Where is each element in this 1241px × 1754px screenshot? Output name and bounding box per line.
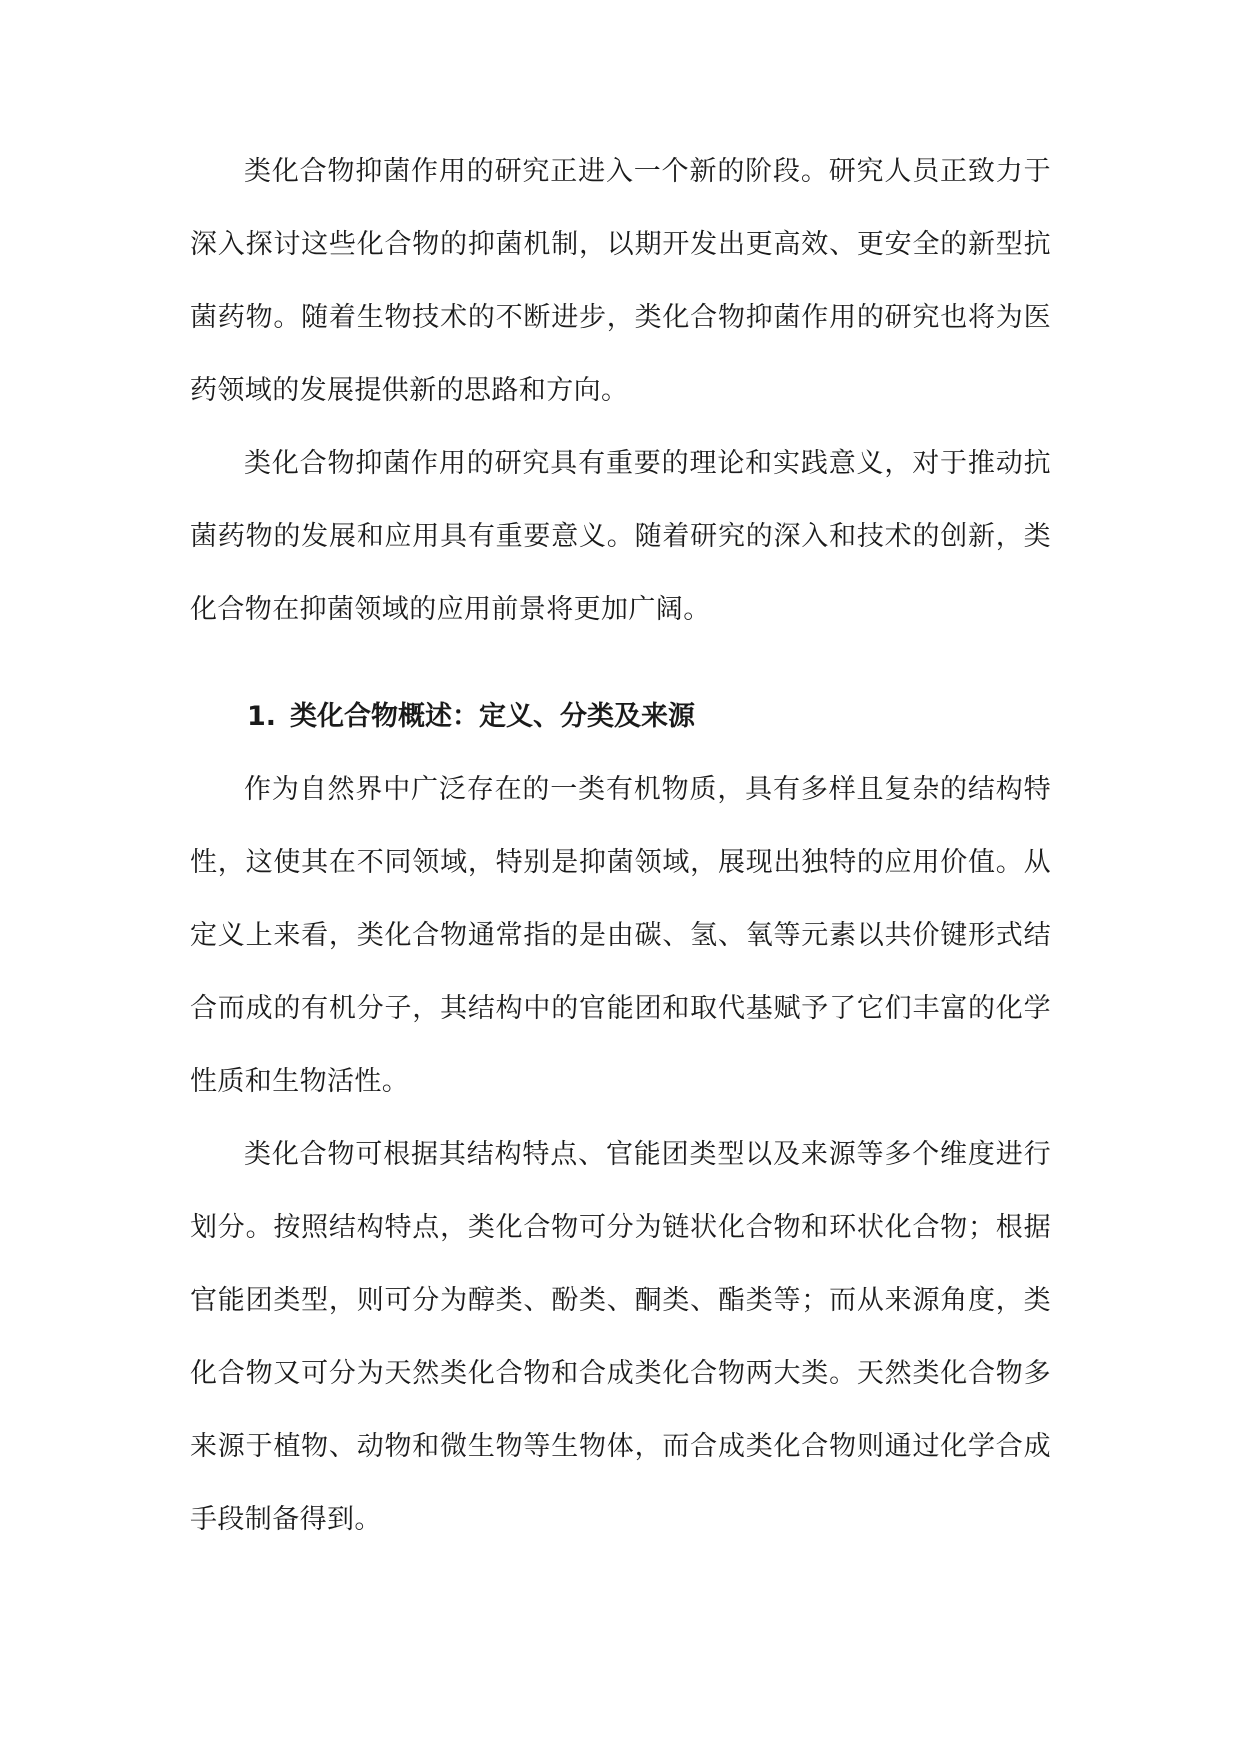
body-paragraph: 类化合物可根据其结构特点、官能团类型以及来源等多个维度进行划分。按照结构特点，类化合物可分为链状化合物和环状化合物；根据官能团类型，则可分为醇类、酚类、酮类、酯类等；而从来源角度，类化合物又可分为天然类化合物和合成类化合物两大类。天然类化合物多来源于植物、动物和微生物等生物体，而合成类化合物则通过化学合成手段制备得到。: [190, 1139, 1051, 1535]
section-title: 类化合物概述：定义、分类及来源: [290, 701, 696, 732]
body-paragraph: 类化合物抑菌作用的研究具有重要的理论和实践意义，对于推动抗菌药物的发展和应用具有重要意义。随着研究的深入和技术的创新，类化合物在抑菌领域的应用前景将更加广阔。: [190, 448, 1051, 625]
section-number: 1.: [247, 701, 277, 732]
body-paragraph: 类化合物抑菌作用的研究正进入一个新的阶段。研究人员正致力于深入探讨这些化合物的抑菌机制，以期开发出更高效、更安全的新型抗菌药物。随着生物技术的不断进步，类化合物抑菌作用的研究也将为医药领域的发展提供新的思路和方向。: [190, 156, 1051, 406]
body-paragraph: 作为自然界中广泛存在的一类有机物质，具有多样且复杂的结构特性，这使其在不同领域，特别是抑菌领域，展现出独特的应用价值。从定义上来看，类化合物通常指的是由碳、氢、氧等元素以共价键形式结合而成的有机分子，其结构中的官能团和取代基赋予了它们丰富的化学性质和生物活性。: [190, 774, 1051, 1097]
section-heading: [190, 680, 1051, 753]
